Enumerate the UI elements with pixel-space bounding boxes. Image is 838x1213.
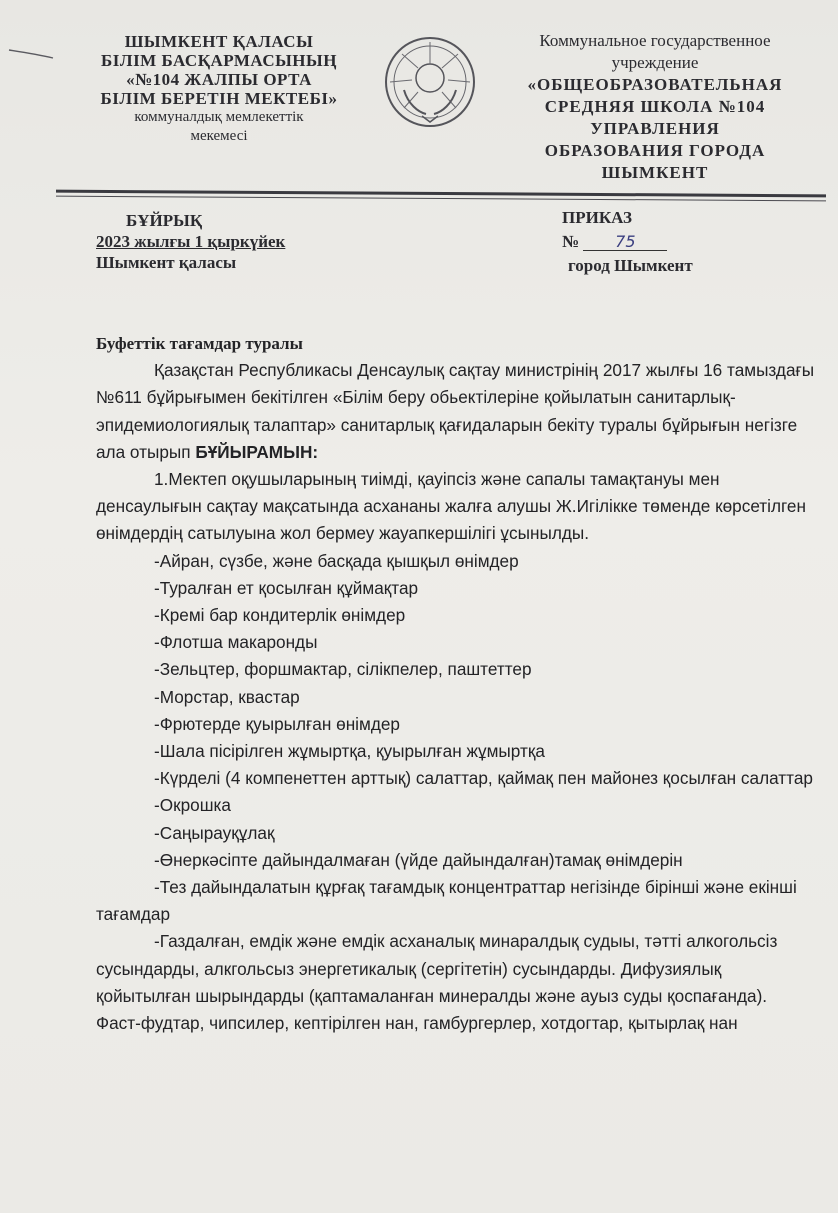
list-item: -Өнеркәсіпте дайындалмаған (үйде дайындалған)тамақ өнімдерін [154,849,683,870]
header-left-line: «№104 ЖАЛПЫ ОРТА [126,70,312,89]
order-city-ru: город Шымкент [568,256,693,275]
header-right-line: УПРАВЛЕНИЯ [590,119,720,138]
header-right-line: ШЫМКЕНТ [601,163,709,182]
header-right-line: учреждение [611,53,699,72]
header-left-kazakh [64,32,374,146]
list-item: -Саңырауқұлақ [154,822,275,843]
order-title-kz: БҰЙРЫҚ [126,211,203,230]
list-item: -Флотша макаронды [154,632,318,653]
list-item: -Туралған ет қосылған құймақтар [154,577,419,598]
order-number-row [562,230,802,254]
state-emblem-icon [382,34,478,130]
list-item: -Кремі бар кондитерлік өнімдер [154,605,406,626]
order-subject: Буфеттік тағамдар туралы [96,334,303,353]
handwritten-order-number: 75 [583,234,667,251]
intro-text: Қазақстан Республикасы Денсаулық сақтау министрінің 2017 жылғы 16 тамыздағы №611 бұйрығымен бекітілген «Білім беру обьектілеріне қойылатын санитарлық-эпидемиологиялық талаптар» санитарлық қағидаларын бекіту туралы бұйрығын негізге ала отырып [96,360,815,462]
order-title-ru: ПРИКАЗ [562,208,632,227]
intro-paragraph [96,357,816,466]
order-body [96,330,816,1037]
header-left-line: коммуналдық мемлекеттік [134,109,304,125]
header-right-line: «ОБЩЕОБРАЗОВАТЕЛЬНАЯ [527,75,783,94]
number-sign: № [562,232,580,251]
list-item: -Морстар, квастар [154,686,300,707]
header-left-line: ШЫМКЕНТ ҚАЛАСЫ [124,32,314,51]
order-city-kz: Шымкент қаласы [96,253,237,272]
order-date: 2023 жылғы 1 қыркүйек [96,232,286,251]
header-left-line: БІЛІМ БАСҚАРМАСЫНЫҢ [101,51,337,70]
order-word: БҰЙЫРАМЫН: [195,441,319,462]
point-1-paragraph: 1.Мектеп оқушыларының тиімді, қауіпсіз және сапалы тамақтануы мен денсаулығын сақтау мақсатында асхананы жалға алушы Ж.Игілікке төменде көрсетілген өнімдердің сатылуына жол бермеу жауапкершілігі ұсынылды. [96,469,806,544]
header-left-line: мекемесі [190,128,248,144]
order-block-russian [562,206,802,278]
header-right-line: Коммунальное государственное [539,31,771,50]
list-item-salads: -Күрделі (4 компенеттен арттық) салаттар, қаймақ пен майонез қосылған салаттар [154,768,813,789]
list-item: -Фрютерде қуырылған өнімдер [154,713,400,734]
order-block-kazakh [96,210,396,273]
header-right-line: СРЕДНЯЯ ШКОЛА №104 [544,97,766,116]
list-item: -Зельцтер, форшмактар, сілікпелер, паштеттер [154,659,532,680]
list-item: -Шала пісірілген жұмыртқа, қуырылған жұмыртқа [154,741,545,762]
header-left-line: БІЛІМ БЕРЕТІН МЕКТЕБІ» [100,89,338,108]
list-item-drinks: -Газдалған, емдік және емдік асханалық минаралдық судыы, тәтті алкогольсіз сусындарды, алкгольсыз энергетикалық (сергітетін) сусындарды. Дифузиялық қойытылған шырындарды (қаптамаланған минералды және ауыз суды қоспағанда). Фаст-фудтар, чипсилер, кептірілген нан, гамбургерлер, хотдогтар, қытырлақ нан [96,931,778,1034]
header-right-line: ОБРАЗОВАНИЯ ГОРОДА [544,141,766,160]
list-item-concentrates: -Тез дайындалатын құрғақ тағамдық концентраттар негізінде бірінші және екінші тағамдар [96,877,797,925]
pen-stroke-mark [8,46,54,60]
list-item: -Окрошка [154,795,231,816]
list-item: -Айран, сүзбе, және басқада қышқыл өнімдер [154,550,519,571]
header-right-russian [500,30,810,184]
